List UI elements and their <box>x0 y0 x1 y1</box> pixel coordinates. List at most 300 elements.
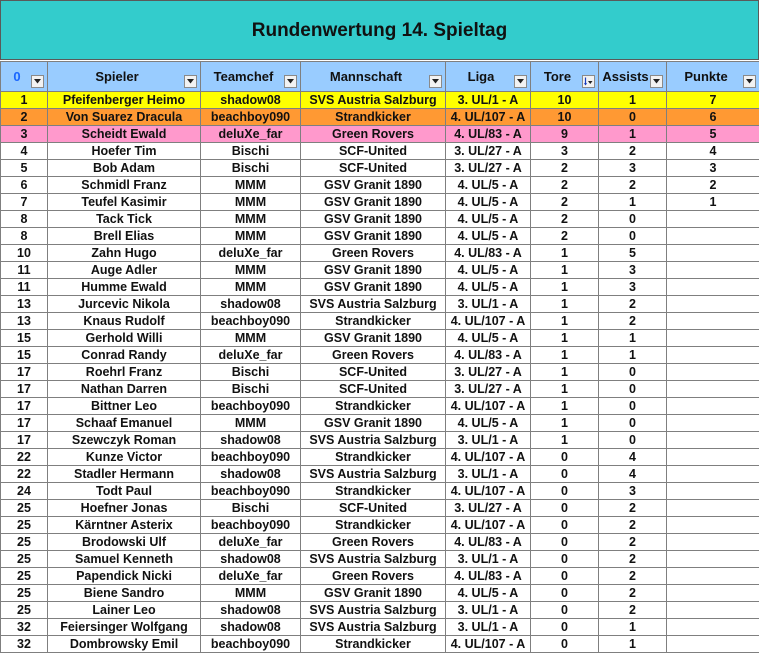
cell-spieler[interactable]: Pfeifenberger Heimo <box>48 92 201 109</box>
cell-rank[interactable]: 25 <box>1 517 48 534</box>
table-row[interactable] <box>1 330 760 347</box>
cell-mannschaft[interactable]: GSV Granit 1890 <box>301 228 446 245</box>
cell-punkte[interactable] <box>667 364 760 381</box>
cell-liga[interactable]: 4. UL/5 - A <box>446 177 531 194</box>
cell-assists[interactable]: 1 <box>599 126 667 143</box>
table-row[interactable] <box>1 585 760 602</box>
cell-spieler[interactable]: Gerhold Willi <box>48 330 201 347</box>
filter-dropdown-icon[interactable] <box>650 75 663 88</box>
cell-rank[interactable]: 25 <box>1 551 48 568</box>
cell-assists[interactable]: 1 <box>599 194 667 211</box>
cell-assists[interactable]: 0 <box>599 398 667 415</box>
cell-rank[interactable]: 25 <box>1 602 48 619</box>
table-row[interactable] <box>1 636 760 653</box>
cell-punkte[interactable] <box>667 619 760 636</box>
cell-rank[interactable]: 13 <box>1 313 48 330</box>
cell-liga[interactable]: 4. UL/5 - A <box>446 211 531 228</box>
cell-punkte[interactable] <box>667 381 760 398</box>
cell-rank[interactable]: 25 <box>1 534 48 551</box>
cell-teamchef[interactable]: MMM <box>201 330 301 347</box>
cell-teamchef[interactable]: deluXe_far <box>201 568 301 585</box>
cell-spieler[interactable]: Dombrowsky Emil <box>48 636 201 653</box>
cell-assists[interactable]: 0 <box>599 415 667 432</box>
cell-liga[interactable]: 3. UL/27 - A <box>446 160 531 177</box>
table-row[interactable] <box>1 517 760 534</box>
cell-tore[interactable]: 10 <box>531 92 599 109</box>
cell-spieler[interactable]: Humme Ewald <box>48 279 201 296</box>
cell-teamchef[interactable]: Bischi <box>201 500 301 517</box>
cell-punkte[interactable] <box>667 636 760 653</box>
cell-assists[interactable]: 2 <box>599 313 667 330</box>
cell-liga[interactable]: 3. UL/1 - A <box>446 296 531 313</box>
cell-teamchef[interactable]: beachboy090 <box>201 398 301 415</box>
table-row[interactable] <box>1 568 760 585</box>
cell-assists[interactable]: 4 <box>599 449 667 466</box>
cell-teamchef[interactable]: shadow08 <box>201 602 301 619</box>
cell-teamchef[interactable]: beachboy090 <box>201 517 301 534</box>
cell-punkte[interactable]: 7 <box>667 92 760 109</box>
table-row[interactable] <box>1 466 760 483</box>
cell-rank[interactable]: 8 <box>1 211 48 228</box>
cell-rank[interactable]: 15 <box>1 330 48 347</box>
cell-teamchef[interactable]: beachboy090 <box>201 313 301 330</box>
cell-mannschaft[interactable]: GSV Granit 1890 <box>301 262 446 279</box>
cell-tore[interactable]: 1 <box>531 296 599 313</box>
cell-mannschaft[interactable]: Strandkicker <box>301 398 446 415</box>
cell-assists[interactable]: 4 <box>599 466 667 483</box>
cell-spieler[interactable]: Hoefer Tim <box>48 143 201 160</box>
cell-teamchef[interactable]: deluXe_far <box>201 347 301 364</box>
cell-spieler[interactable]: Knaus Rudolf <box>48 313 201 330</box>
cell-assists[interactable]: 1 <box>599 330 667 347</box>
cell-liga[interactable]: 4. UL/107 - A <box>446 109 531 126</box>
cell-teamchef[interactable]: shadow08 <box>201 296 301 313</box>
cell-assists[interactable]: 2 <box>599 568 667 585</box>
cell-spieler[interactable]: Biene Sandro <box>48 585 201 602</box>
cell-teamchef[interactable]: MMM <box>201 194 301 211</box>
cell-mannschaft[interactable]: GSV Granit 1890 <box>301 415 446 432</box>
cell-spieler[interactable]: Conrad Randy <box>48 347 201 364</box>
cell-spieler[interactable]: Samuel Kenneth <box>48 551 201 568</box>
cell-spieler[interactable]: Nathan Darren <box>48 381 201 398</box>
cell-assists[interactable]: 2 <box>599 585 667 602</box>
cell-assists[interactable]: 2 <box>599 534 667 551</box>
cell-teamchef[interactable]: beachboy090 <box>201 483 301 500</box>
table-row[interactable] <box>1 262 760 279</box>
cell-teamchef[interactable]: deluXe_far <box>201 245 301 262</box>
cell-assists[interactable]: 0 <box>599 228 667 245</box>
cell-tore[interactable]: 2 <box>531 228 599 245</box>
cell-mannschaft[interactable]: GSV Granit 1890 <box>301 211 446 228</box>
cell-teamchef[interactable]: shadow08 <box>201 466 301 483</box>
cell-punkte[interactable] <box>667 551 760 568</box>
cell-liga[interactable]: 4. UL/83 - A <box>446 534 531 551</box>
cell-mannschaft[interactable]: Strandkicker <box>301 517 446 534</box>
cell-rank[interactable]: 6 <box>1 177 48 194</box>
cell-punkte[interactable] <box>667 228 760 245</box>
cell-rank[interactable]: 17 <box>1 415 48 432</box>
table-row[interactable] <box>1 551 760 568</box>
table-row[interactable] <box>1 126 760 143</box>
cell-spieler[interactable]: Brell Elias <box>48 228 201 245</box>
cell-assists[interactable]: 1 <box>599 619 667 636</box>
cell-liga[interactable]: 4. UL/5 - A <box>446 228 531 245</box>
cell-rank[interactable]: 22 <box>1 449 48 466</box>
table-row[interactable] <box>1 381 760 398</box>
cell-tore[interactable]: 1 <box>531 398 599 415</box>
cell-spieler[interactable]: Schaaf Emanuel <box>48 415 201 432</box>
cell-rank[interactable]: 8 <box>1 228 48 245</box>
cell-liga[interactable]: 4. UL/5 - A <box>446 330 531 347</box>
cell-spieler[interactable]: Szewczyk Roman <box>48 432 201 449</box>
table-row[interactable] <box>1 602 760 619</box>
cell-teamchef[interactable]: MMM <box>201 415 301 432</box>
cell-assists[interactable]: 3 <box>599 262 667 279</box>
filter-dropdown-icon[interactable] <box>184 75 197 88</box>
cell-mannschaft[interactable]: GSV Granit 1890 <box>301 330 446 347</box>
cell-teamchef[interactable]: beachboy090 <box>201 109 301 126</box>
table-row[interactable] <box>1 194 760 211</box>
cell-liga[interactable]: 4. UL/107 - A <box>446 517 531 534</box>
cell-spieler[interactable]: Hoefner Jonas <box>48 500 201 517</box>
cell-mannschaft[interactable]: SCF-United <box>301 143 446 160</box>
cell-rank[interactable]: 17 <box>1 398 48 415</box>
cell-teamchef[interactable]: shadow08 <box>201 551 301 568</box>
cell-teamchef[interactable]: Bischi <box>201 143 301 160</box>
cell-liga[interactable]: 3. UL/1 - A <box>446 466 531 483</box>
cell-spieler[interactable]: Schmidl Franz <box>48 177 201 194</box>
cell-mannschaft[interactable]: Strandkicker <box>301 483 446 500</box>
cell-punkte[interactable] <box>667 466 760 483</box>
cell-teamchef[interactable]: MMM <box>201 279 301 296</box>
cell-assists[interactable]: 3 <box>599 160 667 177</box>
cell-punkte[interactable]: 5 <box>667 126 760 143</box>
cell-mannschaft[interactable]: Green Rovers <box>301 126 446 143</box>
cell-assists[interactable]: 5 <box>599 245 667 262</box>
table-row[interactable] <box>1 313 760 330</box>
cell-liga[interactable]: 4. UL/83 - A <box>446 126 531 143</box>
cell-assists[interactable]: 1 <box>599 347 667 364</box>
cell-mannschaft[interactable]: Strandkicker <box>301 636 446 653</box>
cell-teamchef[interactable]: MMM <box>201 211 301 228</box>
cell-rank[interactable]: 15 <box>1 347 48 364</box>
cell-assists[interactable]: 2 <box>599 602 667 619</box>
cell-tore[interactable]: 10 <box>531 109 599 126</box>
cell-tore[interactable]: 0 <box>531 636 599 653</box>
table-row[interactable] <box>1 143 760 160</box>
cell-tore[interactable]: 1 <box>531 364 599 381</box>
filter-dropdown-icon[interactable] <box>284 75 297 88</box>
cell-liga[interactable]: 4. UL/107 - A <box>446 449 531 466</box>
table-row[interactable] <box>1 245 760 262</box>
cell-rank[interactable]: 7 <box>1 194 48 211</box>
cell-spieler[interactable]: Von Suarez Dracula <box>48 109 201 126</box>
cell-tore[interactable]: 1 <box>531 279 599 296</box>
cell-tore[interactable]: 0 <box>531 466 599 483</box>
cell-spieler[interactable]: Kärntner Asterix <box>48 517 201 534</box>
cell-rank[interactable]: 24 <box>1 483 48 500</box>
cell-punkte[interactable] <box>667 517 760 534</box>
cell-mannschaft[interactable]: SCF-United <box>301 381 446 398</box>
cell-tore[interactable]: 0 <box>531 568 599 585</box>
cell-liga[interactable]: 4. UL/5 - A <box>446 585 531 602</box>
cell-mannschaft[interactable]: SVS Austria Salzburg <box>301 619 446 636</box>
cell-punkte[interactable] <box>667 568 760 585</box>
cell-tore[interactable]: 0 <box>531 449 599 466</box>
cell-rank[interactable]: 2 <box>1 109 48 126</box>
cell-mannschaft[interactable]: Green Rovers <box>301 568 446 585</box>
table-row[interactable] <box>1 92 760 109</box>
cell-teamchef[interactable]: deluXe_far <box>201 126 301 143</box>
cell-punkte[interactable] <box>667 330 760 347</box>
cell-tore[interactable]: 9 <box>531 126 599 143</box>
cell-tore[interactable]: 1 <box>531 313 599 330</box>
cell-tore[interactable]: 0 <box>531 602 599 619</box>
cell-mannschaft[interactable]: Green Rovers <box>301 534 446 551</box>
cell-tore[interactable]: 0 <box>531 534 599 551</box>
cell-rank[interactable]: 25 <box>1 585 48 602</box>
sort-descending-filter-icon[interactable] <box>582 75 595 88</box>
cell-rank[interactable]: 17 <box>1 381 48 398</box>
table-row[interactable] <box>1 415 760 432</box>
cell-liga[interactable]: 4. UL/83 - A <box>446 245 531 262</box>
cell-mannschaft[interactable]: SCF-United <box>301 160 446 177</box>
cell-punkte[interactable] <box>667 245 760 262</box>
cell-rank[interactable]: 25 <box>1 500 48 517</box>
cell-punkte[interactable] <box>667 313 760 330</box>
cell-teamchef[interactable]: deluXe_far <box>201 534 301 551</box>
table-row[interactable] <box>1 228 760 245</box>
cell-liga[interactable]: 3. UL/27 - A <box>446 364 531 381</box>
cell-tore[interactable]: 1 <box>531 262 599 279</box>
table-row[interactable] <box>1 364 760 381</box>
cell-tore[interactable]: 1 <box>531 330 599 347</box>
cell-mannschaft[interactable]: SCF-United <box>301 364 446 381</box>
cell-tore[interactable]: 2 <box>531 177 599 194</box>
cell-liga[interactable]: 3. UL/1 - A <box>446 92 531 109</box>
cell-liga[interactable]: 4. UL/5 - A <box>446 194 531 211</box>
cell-assists[interactable]: 3 <box>599 483 667 500</box>
cell-spieler[interactable]: Teufel Kasimir <box>48 194 201 211</box>
table-row[interactable] <box>1 347 760 364</box>
filter-dropdown-icon[interactable] <box>429 75 442 88</box>
cell-punkte[interactable] <box>667 585 760 602</box>
cell-mannschaft[interactable]: GSV Granit 1890 <box>301 585 446 602</box>
cell-punkte[interactable] <box>667 602 760 619</box>
cell-mannschaft[interactable]: Strandkicker <box>301 109 446 126</box>
cell-liga[interactable]: 4. UL/83 - A <box>446 568 531 585</box>
table-row[interactable] <box>1 211 760 228</box>
cell-mannschaft[interactable]: SCF-United <box>301 500 446 517</box>
cell-punkte[interactable] <box>667 449 760 466</box>
table-row[interactable] <box>1 279 760 296</box>
cell-mannschaft[interactable]: Green Rovers <box>301 347 446 364</box>
cell-rank[interactable]: 17 <box>1 432 48 449</box>
cell-punkte[interactable] <box>667 279 760 296</box>
cell-spieler[interactable]: Kunze Victor <box>48 449 201 466</box>
cell-assists[interactable]: 0 <box>599 211 667 228</box>
cell-spieler[interactable]: Brodowski Ulf <box>48 534 201 551</box>
cell-assists[interactable]: 0 <box>599 381 667 398</box>
cell-liga[interactable]: 4. UL/107 - A <box>446 483 531 500</box>
cell-rank[interactable]: 5 <box>1 160 48 177</box>
cell-assists[interactable]: 2 <box>599 551 667 568</box>
cell-spieler[interactable]: Roehrl Franz <box>48 364 201 381</box>
cell-punkte[interactable] <box>667 432 760 449</box>
cell-spieler[interactable]: Bob Adam <box>48 160 201 177</box>
cell-assists[interactable]: 1 <box>599 636 667 653</box>
table-row[interactable] <box>1 449 760 466</box>
cell-mannschaft[interactable]: Strandkicker <box>301 449 446 466</box>
table-row[interactable] <box>1 160 760 177</box>
table-row[interactable] <box>1 483 760 500</box>
cell-punkte[interactable] <box>667 500 760 517</box>
cell-teamchef[interactable]: beachboy090 <box>201 636 301 653</box>
table-row[interactable] <box>1 177 760 194</box>
cell-punkte[interactable] <box>667 296 760 313</box>
cell-assists[interactable]: 0 <box>599 364 667 381</box>
cell-punkte[interactable]: 2 <box>667 177 760 194</box>
cell-mannschaft[interactable]: SVS Austria Salzburg <box>301 432 446 449</box>
table-row[interactable] <box>1 619 760 636</box>
cell-tore[interactable]: 0 <box>531 551 599 568</box>
cell-assists[interactable]: 0 <box>599 109 667 126</box>
cell-rank[interactable]: 1 <box>1 92 48 109</box>
cell-assists[interactable]: 2 <box>599 296 667 313</box>
table-row[interactable] <box>1 500 760 517</box>
cell-rank[interactable]: 22 <box>1 466 48 483</box>
cell-liga[interactable]: 3. UL/27 - A <box>446 381 531 398</box>
cell-rank[interactable]: 3 <box>1 126 48 143</box>
cell-tore[interactable]: 1 <box>531 432 599 449</box>
cell-rank[interactable]: 13 <box>1 296 48 313</box>
cell-teamchef[interactable]: beachboy090 <box>201 449 301 466</box>
cell-rank[interactable]: 32 <box>1 619 48 636</box>
cell-mannschaft[interactable]: SVS Austria Salzburg <box>301 602 446 619</box>
cell-liga[interactable]: 3. UL/1 - A <box>446 432 531 449</box>
cell-liga[interactable]: 3. UL/1 - A <box>446 551 531 568</box>
cell-mannschaft[interactable]: Strandkicker <box>301 313 446 330</box>
cell-liga[interactable]: 4. UL/5 - A <box>446 415 531 432</box>
cell-spieler[interactable]: Jurcevic Nikola <box>48 296 201 313</box>
cell-teamchef[interactable]: MMM <box>201 585 301 602</box>
cell-spieler[interactable]: Auge Adler <box>48 262 201 279</box>
cell-teamchef[interactable]: MMM <box>201 177 301 194</box>
table-row[interactable] <box>1 534 760 551</box>
cell-liga[interactable]: 3. UL/27 - A <box>446 143 531 160</box>
cell-assists[interactable]: 2 <box>599 177 667 194</box>
cell-mannschaft[interactable]: GSV Granit 1890 <box>301 279 446 296</box>
cell-punkte[interactable] <box>667 534 760 551</box>
cell-teamchef[interactable]: Bischi <box>201 381 301 398</box>
cell-liga[interactable]: 4. UL/107 - A <box>446 313 531 330</box>
cell-teamchef[interactable]: shadow08 <box>201 619 301 636</box>
cell-tore[interactable]: 0 <box>531 585 599 602</box>
cell-liga[interactable]: 3. UL/1 - A <box>446 602 531 619</box>
cell-rank[interactable]: 10 <box>1 245 48 262</box>
cell-punkte[interactable] <box>667 262 760 279</box>
cell-punkte[interactable]: 3 <box>667 160 760 177</box>
cell-liga[interactable]: 3. UL/1 - A <box>446 619 531 636</box>
cell-rank[interactable]: 25 <box>1 568 48 585</box>
cell-tore[interactable]: 0 <box>531 483 599 500</box>
filter-dropdown-icon[interactable] <box>743 75 756 88</box>
cell-rank[interactable]: 11 <box>1 262 48 279</box>
filter-dropdown-icon[interactable] <box>31 75 44 88</box>
cell-spieler[interactable]: Tack Tick <box>48 211 201 228</box>
cell-mannschaft[interactable]: SVS Austria Salzburg <box>301 92 446 109</box>
filter-dropdown-icon[interactable] <box>514 75 527 88</box>
cell-mannschaft[interactable]: GSV Granit 1890 <box>301 194 446 211</box>
cell-tore[interactable]: 2 <box>531 211 599 228</box>
cell-tore[interactable]: 1 <box>531 245 599 262</box>
cell-mannschaft[interactable]: SVS Austria Salzburg <box>301 466 446 483</box>
cell-liga[interactable]: 4. UL/107 - A <box>446 636 531 653</box>
cell-teamchef[interactable]: shadow08 <box>201 432 301 449</box>
cell-spieler[interactable]: Scheidt Ewald <box>48 126 201 143</box>
cell-tore[interactable]: 3 <box>531 143 599 160</box>
cell-punkte[interactable]: 6 <box>667 109 760 126</box>
cell-teamchef[interactable]: MMM <box>201 228 301 245</box>
cell-assists[interactable]: 3 <box>599 279 667 296</box>
cell-assists[interactable]: 2 <box>599 143 667 160</box>
cell-liga[interactable]: 4. UL/107 - A <box>446 398 531 415</box>
cell-teamchef[interactable]: MMM <box>201 262 301 279</box>
cell-mannschaft[interactable]: SVS Austria Salzburg <box>301 296 446 313</box>
cell-spieler[interactable]: Zahn Hugo <box>48 245 201 262</box>
cell-punkte[interactable] <box>667 415 760 432</box>
cell-liga[interactable]: 4. UL/5 - A <box>446 279 531 296</box>
cell-tore[interactable]: 1 <box>531 381 599 398</box>
cell-rank[interactable]: 17 <box>1 364 48 381</box>
cell-punkte[interactable]: 4 <box>667 143 760 160</box>
cell-spieler[interactable]: Stadler Hermann <box>48 466 201 483</box>
cell-punkte[interactable] <box>667 398 760 415</box>
cell-punkte[interactable]: 1 <box>667 194 760 211</box>
cell-punkte[interactable] <box>667 347 760 364</box>
cell-rank[interactable]: 32 <box>1 636 48 653</box>
cell-assists[interactable]: 2 <box>599 500 667 517</box>
cell-tore[interactable]: 2 <box>531 160 599 177</box>
cell-tore[interactable]: 0 <box>531 619 599 636</box>
cell-teamchef[interactable]: shadow08 <box>201 92 301 109</box>
cell-assists[interactable]: 2 <box>599 517 667 534</box>
cell-spieler[interactable]: Todt Paul <box>48 483 201 500</box>
cell-spieler[interactable]: Bittner Leo <box>48 398 201 415</box>
cell-spieler[interactable]: Lainer Leo <box>48 602 201 619</box>
cell-mannschaft[interactable]: SVS Austria Salzburg <box>301 551 446 568</box>
cell-teamchef[interactable]: Bischi <box>201 364 301 381</box>
cell-punkte[interactable] <box>667 483 760 500</box>
cell-liga[interactable]: 3. UL/27 - A <box>446 500 531 517</box>
table-row[interactable] <box>1 109 760 126</box>
cell-tore[interactable]: 1 <box>531 347 599 364</box>
cell-punkte[interactable] <box>667 211 760 228</box>
cell-teamchef[interactable]: Bischi <box>201 160 301 177</box>
table-row[interactable] <box>1 398 760 415</box>
cell-spieler[interactable]: Papendick Nicki <box>48 568 201 585</box>
cell-tore[interactable]: 0 <box>531 500 599 517</box>
cell-tore[interactable]: 2 <box>531 194 599 211</box>
cell-tore[interactable]: 1 <box>531 415 599 432</box>
cell-mannschaft[interactable]: Green Rovers <box>301 245 446 262</box>
cell-liga[interactable]: 4. UL/83 - A <box>446 347 531 364</box>
table-row[interactable] <box>1 432 760 449</box>
cell-rank[interactable]: 4 <box>1 143 48 160</box>
cell-spieler[interactable]: Feiersinger Wolfgang <box>48 619 201 636</box>
cell-assists[interactable]: 1 <box>599 92 667 109</box>
cell-mannschaft[interactable]: GSV Granit 1890 <box>301 177 446 194</box>
